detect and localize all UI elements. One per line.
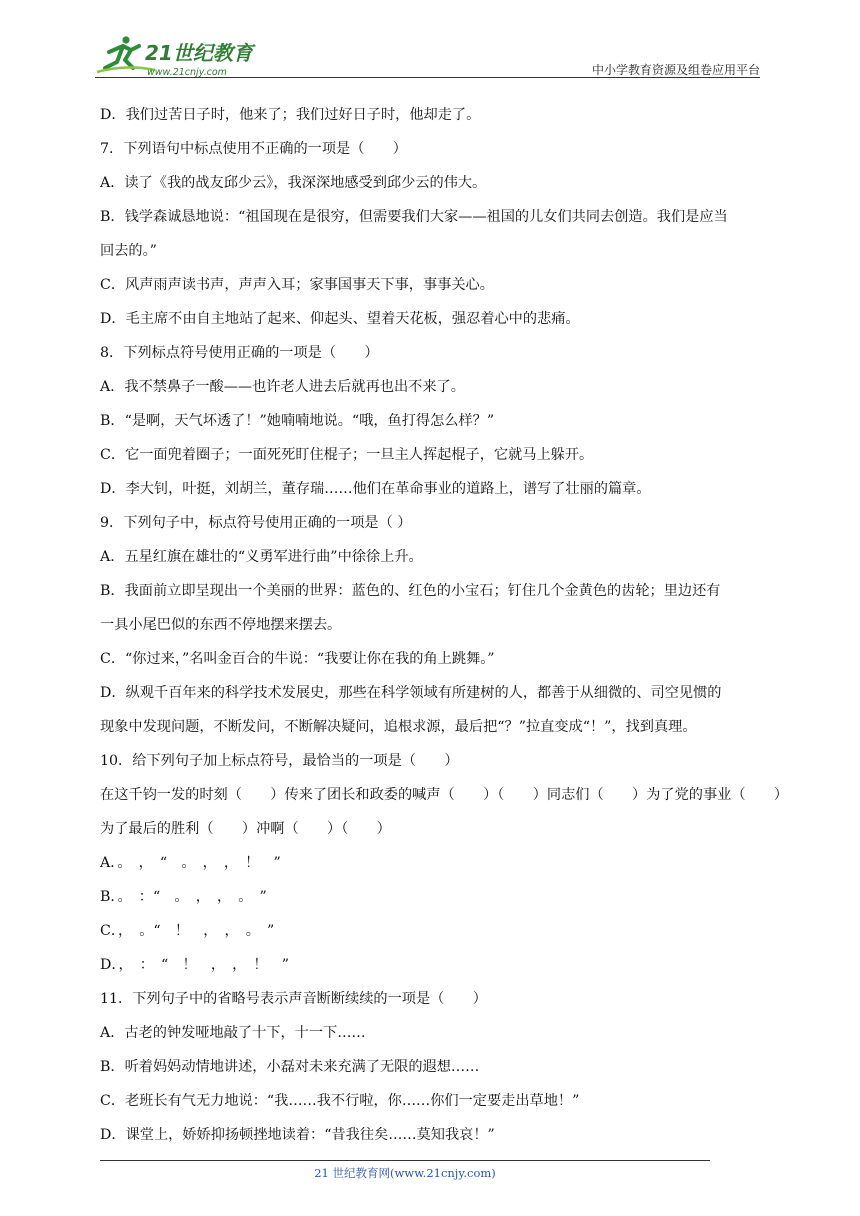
option-line: D．， ： “ ！ ， ， ！ ” (100, 957, 290, 973)
option-line: C．风声雨声读书声，声声入耳；家事国事天下事，事事关心。 (100, 277, 494, 293)
option-line: B．“是啊，天气坏透了！”她喃喃地说。“哦，鱼打得怎么样？” (100, 413, 495, 429)
question-content (100, 98, 789, 1152)
option-line: A．古老的钟发哑地敲了十下，十一下…… (100, 1025, 366, 1041)
option-line: C．， 。“ ！ ， ， 。 ” (100, 923, 275, 939)
question-10: 10．给下列句子加上标点符号，最恰当的一项是（ ） (100, 753, 459, 769)
question-9: 9．下列句子中，标点符号使用正确的一项是（ ） (100, 515, 412, 531)
text-line: 回去的。” (100, 243, 157, 259)
option-line: C．“你过来，”名叫金百合的牛说：“我要让你在我的角上跳舞。” (100, 651, 495, 667)
option-line: B．钱学森诚恳地说：“祖国现在是很穷，但需要我们大家——祖国的儿女们共同去创造。我们是应当 (100, 209, 728, 225)
page-header (95, 30, 760, 80)
platform-name: 中小学教育资源及组卷应用平台 (591, 63, 760, 77)
text-line: 为了最后的胜利（ ）冲啊（ ）（ ） (100, 821, 391, 837)
text-line: 一具小尾巴似的东西不停地摆来摆去。 (100, 617, 342, 633)
logo-url: www.21cnjy.com (147, 67, 227, 78)
footer-divider (100, 1160, 710, 1161)
text-line: D．我们过苦日子时，他来了；我们过好日子时，他却走了。 (100, 107, 481, 123)
page-footer: 21 世纪教育网(www.21cnjy.com) (314, 1166, 496, 1180)
logo-text: 21世纪教育 (145, 41, 253, 65)
option-line: B．听着妈妈动情地讲述，小磊对未来充满了无限的遐想…… (100, 1059, 480, 1075)
option-line: D．纵观千百年来的科学技术发展史，那些在科学领域有所建树的人，都善于从细微的、司空见惯的 (100, 685, 722, 701)
question-11: 11．下列句子中的省略号表示声音断断续续的一项是（ ） (100, 991, 487, 1007)
option-line: D．毛主席不由自主地站了起来、仰起头、望着天花板，强忍着心中的悲痛。 (100, 311, 580, 327)
header-divider (95, 77, 760, 78)
question-8: 8．下列标点符号使用正确的一项是（ ） (100, 345, 379, 361)
option-line: A．。 ， “ 。 ， ， ！ ” (100, 855, 281, 871)
option-line: D．李大钊，叶挺，刘胡兰，董存瑞……他们在革命事业的道路上，谱写了壮丽的篇章。 (100, 481, 651, 497)
option-line: A．五星红旗在雄壮的“义勇军进行曲”中徐徐上升。 (100, 549, 423, 565)
option-line: B．我面前立即呈现出一个美丽的世界：蓝色的、红色的小宝石；钉住几个金黄色的齿轮；里边还有 (100, 583, 721, 599)
option-line: B．。 ：“ 。 ， ， 。 ” (100, 889, 267, 905)
text-line: 在这千钧一发的时刻（ ）传来了团长和政委的喊声（ ）（ ）同志们（ ）为了党的事业（ ） (100, 787, 789, 803)
question-7: 7．下列语句中标点使用不正确的一项是（ ） (100, 141, 407, 157)
site-logo (95, 34, 265, 78)
option-line: A．我不禁鼻子一酸——也许老人进去后就再也出不来了。 (100, 379, 465, 395)
option-line: C．它一面兜着圈子；一面死死盯住棍子；一旦主人挥起棍子，它就马上躲开。 (100, 447, 594, 463)
option-line: D．课堂上，娇娇抑扬顿挫地读着：“昔我往矣……莫知我哀！” (100, 1127, 495, 1143)
option-line: C．老班长有气无力地说：“我……我不行啦，你……你们一定要走出草地！” (100, 1093, 580, 1109)
text-line: 现象中发现问题，不断发问，不断解决疑问，追根求源，最后把“？”拉直变成“！”，找到真理。 (100, 719, 697, 735)
option-line: A．读了《我的战友邱少云》，我深深地感受到邱少云的伟大。 (100, 175, 487, 191)
